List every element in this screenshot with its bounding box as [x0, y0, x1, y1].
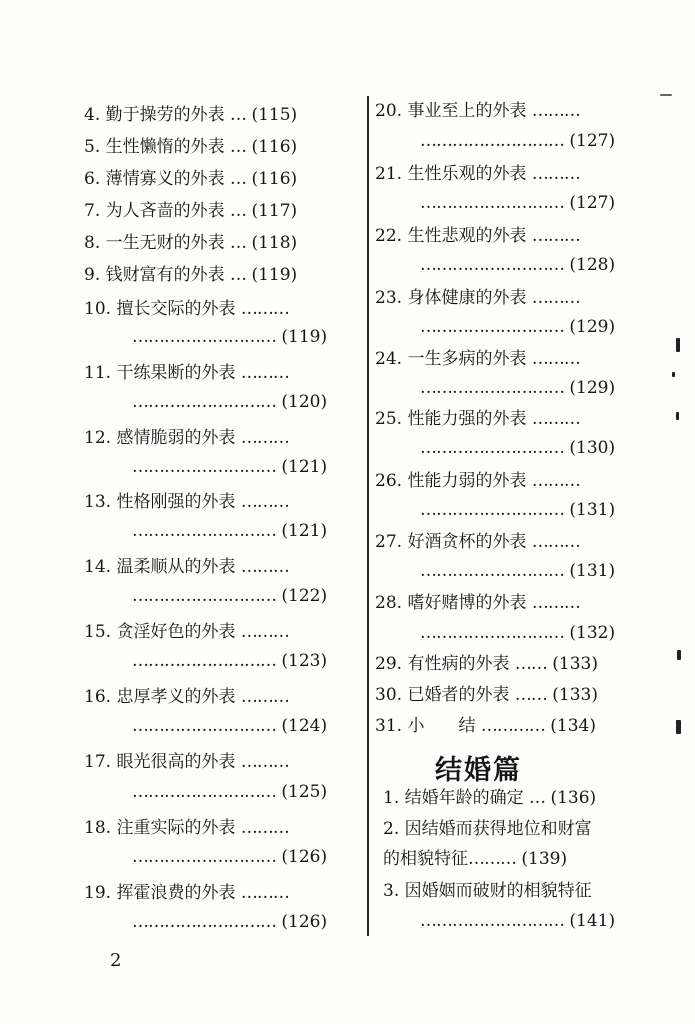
- toc-entry-page-line: ……………………… (120): [132, 392, 328, 412]
- toc-entry-title-line: 10. 擅长交际的外表 ………: [84, 299, 289, 319]
- toc-entry-page-line: ……………………… (126): [132, 847, 328, 867]
- toc-entry-page-line: ……………………… (122): [132, 586, 328, 606]
- toc-entry-page-line: ……………………… (126): [132, 912, 328, 932]
- toc-entry: 9. 钱财富有的外表 … (119): [84, 265, 298, 285]
- toc-entry-title-line: 18. 注重实际的外表 ………: [84, 818, 289, 838]
- toc-entry-title-line: 19. 挥霍浪费的外表 ………: [84, 883, 289, 903]
- toc-entry-title-line: 16. 忠厚孝义的外表 ………: [84, 687, 289, 707]
- toc-entry-page-line: ……………………… (129): [420, 378, 616, 398]
- toc-entry-title-line: 27. 好酒贪杯的外表 ………: [375, 532, 580, 552]
- toc-entry-title-line: 11. 干练果断的外表 ………: [84, 363, 289, 383]
- toc-entry-title-line: 17. 眼光很高的外表 ………: [84, 752, 289, 772]
- toc-entry: 4. 勤于操劳的外表 … (115): [84, 105, 298, 125]
- toc-entry: 30. 已婚者的外表 …… (133): [375, 685, 598, 705]
- toc-entry-page-line: ……………………… (131): [420, 500, 616, 520]
- scan-speck: [676, 720, 681, 734]
- toc-entry-page-line: ……………………… (127): [420, 131, 616, 151]
- toc-entry: 6. 薄情寡义的外表 … (116): [84, 169, 298, 189]
- toc-entry-title-line: 26. 性能力弱的外表 ………: [375, 471, 580, 491]
- page-number: 2: [110, 950, 122, 971]
- toc-entry-title-line: 3. 因婚姻而破财的相貌特征: [383, 881, 592, 901]
- toc-entry-page-line: ……………………… (130): [420, 438, 616, 458]
- toc-entry-title-line: 21. 生性乐观的外表 ………: [375, 164, 580, 184]
- toc-entry-page-line: ……………………… (121): [132, 457, 328, 477]
- toc-entry-page-line: ……………………… (123): [132, 651, 328, 671]
- scan-speck: [660, 94, 672, 96]
- toc-entry-title-line: 13. 性格刚强的外表 ………: [84, 492, 289, 512]
- toc-entry-page-line: ……………………… (129): [420, 317, 616, 337]
- toc-entry: 5. 生性懒惰的外表 … (116): [84, 137, 298, 157]
- toc-entry: 31. 小 结 ………… (134): [375, 716, 596, 736]
- toc-entry-title-line: 25. 性能力强的外表 ………: [375, 409, 580, 429]
- toc-entry-title-line: 23. 身体健康的外表 ………: [375, 288, 580, 308]
- toc-entry-title-line: 14. 温柔顺从的外表 ………: [84, 557, 289, 577]
- toc-entry-page-line: ……………………… (121): [132, 521, 328, 541]
- toc-entry-page-line: ……………………… (132): [420, 623, 616, 643]
- toc-entry-page-line: ……………………… (127): [420, 193, 616, 213]
- toc-entry-title-line: 24. 一生多病的外表 ………: [375, 349, 580, 369]
- toc-entry: 8. 一生无财的外表 … (118): [84, 233, 298, 253]
- toc-entry: 1. 结婚年龄的确定 … (136): [383, 788, 597, 808]
- toc-entry-title-line: 20. 事业至上的外表 ………: [375, 101, 580, 121]
- toc-entry-page-line: ……………………… (125): [132, 782, 328, 802]
- toc-entry: 29. 有性病的外表 …… (133): [375, 654, 598, 674]
- toc-entry-page-line: ……………………… (131): [420, 561, 616, 581]
- toc-entry-title-line: 28. 嗜好赌博的外表 ………: [375, 593, 580, 613]
- toc-entry-page-line: ……………………… (124): [132, 716, 328, 736]
- scan-speck: [672, 372, 675, 377]
- toc-entry-title-line: 15. 贪淫好色的外表 ………: [84, 622, 289, 642]
- toc-entry: 7. 为人吝啬的外表 … (117): [84, 201, 298, 221]
- toc-entry-page-line: 的相貌特征……… (139): [383, 849, 568, 869]
- toc-entry-title-line: 12. 感情脆弱的外表 ………: [84, 428, 289, 448]
- column-divider: [367, 96, 369, 936]
- scan-speck: [677, 650, 681, 660]
- toc-entry-page-line: ……………………… (141): [420, 911, 616, 931]
- toc-entry-title-line: 22. 生性悲观的外表 ………: [375, 226, 580, 246]
- scan-speck: [676, 412, 679, 420]
- section-heading: 结婚篇: [435, 755, 522, 786]
- toc-entry-page-line: ……………………… (119): [132, 327, 328, 347]
- toc-entry-page-line: ……………………… (128): [420, 255, 616, 275]
- toc-entry-title-line: 2. 因结婚而获得地位和财富: [383, 819, 592, 839]
- scan-speck: [676, 338, 680, 352]
